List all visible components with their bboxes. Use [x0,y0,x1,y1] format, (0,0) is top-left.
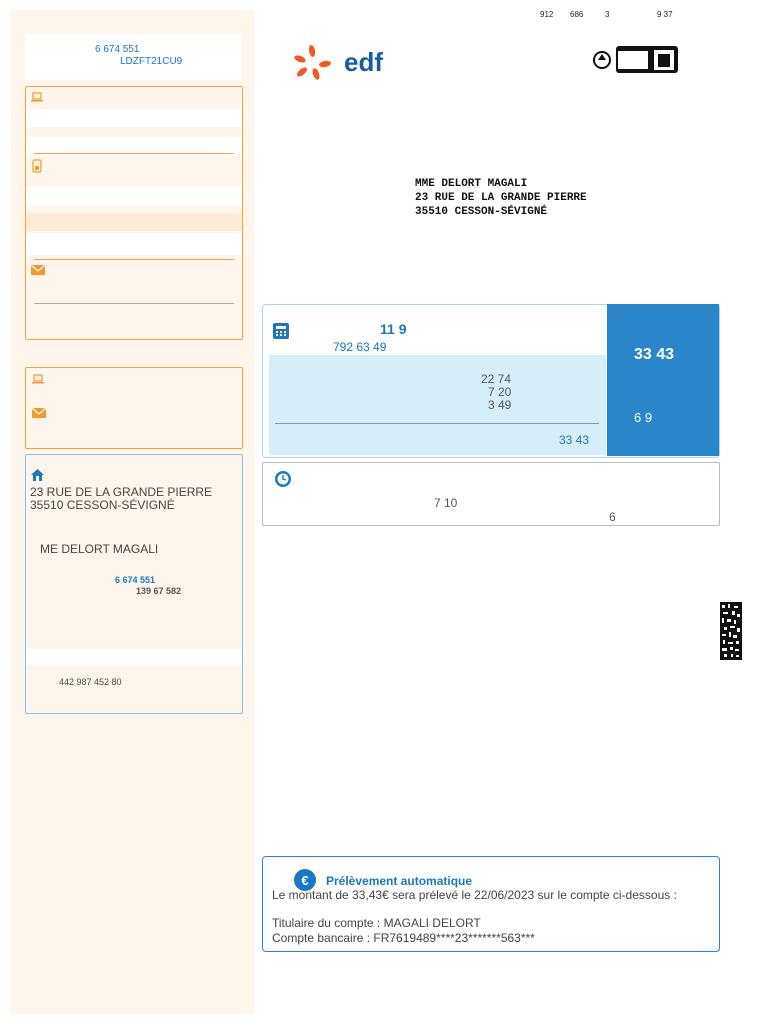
mobile-phone-icon [32,159,42,173]
edf-sun-icon [292,42,412,82]
recycle-badge [592,45,682,75]
edf-logo [292,42,412,82]
amount-line-2: 7 20 [488,385,512,399]
divider [34,303,234,304]
recipient-address [415,177,587,219]
recipient-city: 35510 CESSON-SÉVIGNÉ [415,206,548,218]
top-code-1: 912 [540,10,554,19]
recipient-name: MME DELORT MAGALI [415,178,528,190]
divider [34,153,234,154]
calculator-icon [273,323,289,339]
reference-code: LDZFT21CU9 [120,56,183,67]
laptop-icon [32,374,44,384]
recipient-street: 23 RUE DE LA GRANDE PIERRE [415,192,587,204]
envelope-icon [31,265,45,275]
address-box [25,454,243,714]
consumption-sub: 6 [609,510,616,524]
account-number: 139 67 582 [136,586,182,596]
top-code-2: 686 [570,10,584,19]
bill-summary [262,304,720,458]
account-holder: Titulaire du compte : MAGALI DELORT [272,916,481,930]
reference-number: 6 674 551 [95,44,140,55]
total-amount: 33 43 [634,346,675,363]
bill-date: 11 9 [380,321,407,337]
datamatrix-code [720,602,742,660]
total-panel [607,304,719,456]
amount-total: 33 43 [559,433,590,447]
bank-account: Compte bancaire : FR7619489****23*******563*** [272,931,535,945]
divider [275,423,599,424]
consumption-value: 7 10 [434,496,458,510]
amount-line-1: 22 74 [481,372,512,386]
address-line-1: 23 RUE DE LA GRANDE PIERRE [30,485,213,499]
envelope-icon [32,408,46,418]
contact-box-2 [25,367,243,449]
top-code-3: 3 [605,10,610,19]
svg-text:€: € [301,873,309,888]
laptop-icon [31,92,43,102]
payment-box [262,856,720,952]
total-sub: 6 9 [634,410,653,425]
contact-box [25,86,243,340]
divider [34,259,234,260]
siret-number: 442 987 452 80 [59,677,122,687]
holder-name: ME DELORT MAGALI [40,542,159,556]
amount-detail [269,355,606,455]
address-line-2: 35510 CESSON-SÉVIGNÉ [30,498,175,512]
reference-box [25,34,242,80]
amount-line-3: 3 49 [488,398,512,412]
payment-description: Le montant de 33,43€ sera prélevé le 22/06/2023 sur le compte ci-dessous : [272,888,677,902]
bill-codes: 792 63 49 [333,340,387,354]
payment-title: Prélèvement automatique [326,874,473,888]
clock-icon [274,470,292,488]
consumption-box [262,462,720,526]
top-code-4: 9 37 [657,10,673,19]
house-icon [31,469,44,481]
client-number: 6 674 551 [115,575,156,585]
logo-text: edf [344,47,383,77]
